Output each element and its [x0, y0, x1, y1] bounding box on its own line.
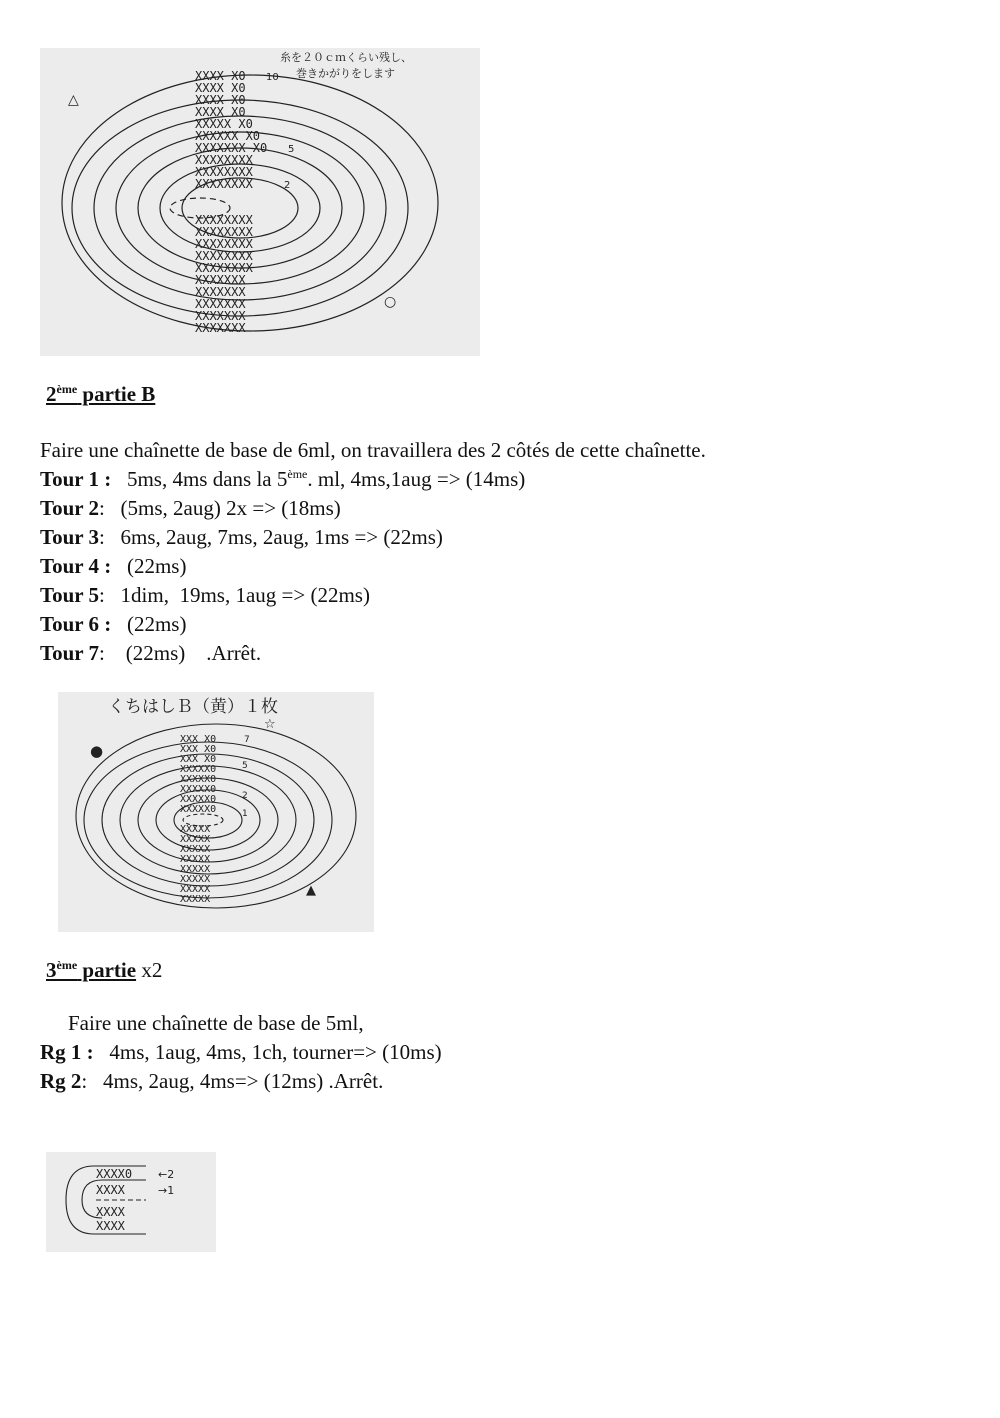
svg-text:XXXXX: XXXXX	[180, 854, 211, 865]
row-label-7: 7	[244, 735, 250, 745]
section-b-heading	[46, 382, 155, 407]
arrow-row-1: →1	[158, 1184, 175, 1197]
svg-text:XXXXXXXX: XXXXXXXX	[195, 249, 253, 263]
row-label-5: 5	[288, 144, 295, 155]
tour-5-label: Tour 5	[40, 583, 99, 607]
svg-text:XXXXX: XXXXX	[180, 844, 211, 855]
start-triangle-symbol: △	[68, 92, 79, 108]
rang-1-label: Rg 1 :	[40, 1040, 94, 1064]
tour-6-row	[40, 612, 186, 637]
tour-7-label: Tour 7	[40, 641, 99, 665]
tour-3-label: Tour 3	[40, 525, 99, 549]
row-label-2: 2	[284, 180, 291, 191]
section-3-number: 3	[46, 958, 57, 982]
rang-1-row	[40, 1040, 442, 1065]
tour-6-text: (22ms)	[111, 612, 187, 636]
section-3-intro: Faire une chaînette de base de 5ml,	[68, 1011, 364, 1035]
tour-7-row	[40, 641, 261, 666]
svg-text:XXXX0: XXXX0	[96, 1167, 133, 1181]
svg-text:XXXXXXXX: XXXXXXXX	[195, 177, 253, 191]
svg-text:XXXXX: XXXXX	[180, 864, 211, 875]
svg-text:XXX X0: XXX X0	[180, 734, 217, 745]
tour-1-text-b: . ml, 4ms,1aug => (14ms)	[307, 467, 526, 491]
crochet-chart-figure-1	[40, 48, 480, 356]
svg-text:XXXXXXX: XXXXXXX	[195, 285, 246, 299]
tour-1-label: Tour 1 :	[40, 467, 112, 491]
crochet-chart-3-drawing	[46, 1152, 216, 1252]
tour-3-text: : 6ms, 2aug, 7ms, 2aug, 1ms => (22ms)	[98, 525, 443, 549]
svg-text:XXXXXXXX: XXXXXXXX	[195, 153, 253, 167]
end-circle-symbol: ○	[384, 294, 397, 310]
section-b-sup: ème	[56, 382, 78, 396]
svg-text:XXXX X0: XXXX X0	[195, 93, 246, 107]
figure-2-title: くちはしＢ（黄）１枚	[108, 697, 278, 717]
arrow-row-2: ←2	[158, 1168, 175, 1181]
figure-1-note-line-1: 糸を２０ｃｍくらい残し、	[280, 51, 412, 64]
svg-text:XXXX X0: XXXX X0	[195, 81, 246, 95]
rang-1-text: 4ms, 1aug, 4ms, 1ch, tourner=> (10ms)	[93, 1040, 442, 1064]
svg-text:XXXX: XXXX	[96, 1183, 125, 1197]
svg-text:XXXXX X0: XXXXX X0	[195, 117, 253, 131]
tour-1-text-a: 5ms, 4ms dans la 5	[111, 467, 288, 491]
crochet-chart-1-drawing	[40, 48, 480, 356]
tour-5-row	[40, 583, 370, 608]
section-3-sup: ème	[56, 958, 78, 972]
tour-6-label: Tour 6 :	[40, 612, 112, 636]
crochet-chart-figure-2	[58, 692, 374, 932]
svg-text:XXXXX0: XXXXX0	[180, 764, 217, 775]
section-b-title: partie B	[77, 382, 156, 406]
row-label-2: 2	[242, 791, 248, 801]
section-3-heading	[46, 958, 162, 983]
svg-text:XXXXX: XXXXX	[180, 834, 211, 845]
svg-text:XXXXXXX: XXXXXXX	[195, 297, 246, 311]
svg-text:XXXXXXXX: XXXXXXXX	[195, 237, 253, 251]
svg-text:XXXXX0: XXXXX0	[180, 774, 217, 785]
tour-2-row	[40, 496, 341, 521]
row-label-10: 10	[266, 72, 279, 83]
svg-text:XXXX: XXXX	[96, 1219, 125, 1233]
tour-1-sup: ème	[287, 467, 308, 481]
tour-4-label: Tour 4 :	[40, 554, 112, 578]
tour-2-text: : (5ms, 2aug) 2x => (18ms)	[98, 496, 341, 520]
tour-4-text: (22ms)	[111, 554, 187, 578]
tour-5-text: : 1dim, 19ms, 1aug => (22ms)	[98, 583, 370, 607]
svg-text:XXX X0: XXX X0	[180, 754, 217, 765]
svg-text:XXXXX0: XXXXX0	[180, 784, 217, 795]
tour-2-label: Tour 2	[40, 496, 99, 520]
svg-text:XXX X0: XXX X0	[180, 744, 217, 755]
svg-text:XXXXXXXX: XXXXXXXX	[195, 225, 253, 239]
svg-text:XXXXX: XXXXX	[180, 884, 211, 895]
svg-text:XXXXXXX X0: XXXXXXX X0	[195, 141, 268, 155]
end-triangle-symbol: ▲	[306, 883, 316, 898]
svg-text:XXXXXXXX: XXXXXXXX	[195, 213, 253, 227]
crochet-chart-2-drawing	[58, 692, 374, 932]
figure-1-note-line-2: 巻きかがりをします	[296, 67, 395, 80]
svg-text:XXXX X0: XXXX X0	[195, 69, 246, 83]
svg-text:XXXXXXX: XXXXXXX	[195, 309, 246, 323]
svg-text:XXXXX: XXXXX	[180, 824, 211, 835]
crochet-chart-figure-3	[46, 1152, 216, 1252]
tour-1-row	[40, 467, 525, 492]
section-b-intro: Faire une chaînette de base de 6ml, on travaillera des 2 côtés de cette chaînette.	[40, 438, 706, 462]
svg-text:XXXXXXX: XXXXXXX	[195, 321, 246, 335]
svg-text:XXXX X0: XXXX X0	[195, 105, 246, 119]
svg-text:XXXX: XXXX	[96, 1205, 125, 1219]
tour-3-row	[40, 525, 443, 550]
row-label-1: 1	[242, 809, 248, 819]
svg-text:XXXXX0: XXXXX0	[180, 804, 217, 815]
start-dot-symbol: ●	[90, 742, 104, 760]
svg-text:XXXXXXXX: XXXXXXXX	[195, 261, 253, 275]
tour-7-text: : (22ms) .Arrêt.	[98, 641, 262, 665]
tour-4-row	[40, 554, 186, 579]
rang-2-label: Rg 2	[40, 1069, 82, 1093]
star-symbol: ☆	[264, 717, 276, 732]
section-3-suffix: x2	[136, 958, 163, 982]
svg-text:XXXXXXXX: XXXXXXXX	[195, 165, 253, 179]
section-b-number: 2	[46, 382, 57, 406]
svg-text:XXXXXXX: XXXXXXX	[195, 273, 246, 287]
rang-2-row	[40, 1069, 383, 1094]
svg-text:XXXXX0: XXXXX0	[180, 794, 217, 805]
svg-text:XXXXXX X0: XXXXXX X0	[195, 129, 261, 143]
svg-text:XXXXX: XXXXX	[180, 894, 211, 905]
rang-2-text: : 4ms, 2aug, 4ms=> (12ms) .Arrêt.	[81, 1069, 384, 1093]
row-label-5: 5	[242, 761, 248, 771]
svg-text:XXXXX: XXXXX	[180, 874, 211, 885]
section-3-title: partie	[77, 958, 137, 982]
